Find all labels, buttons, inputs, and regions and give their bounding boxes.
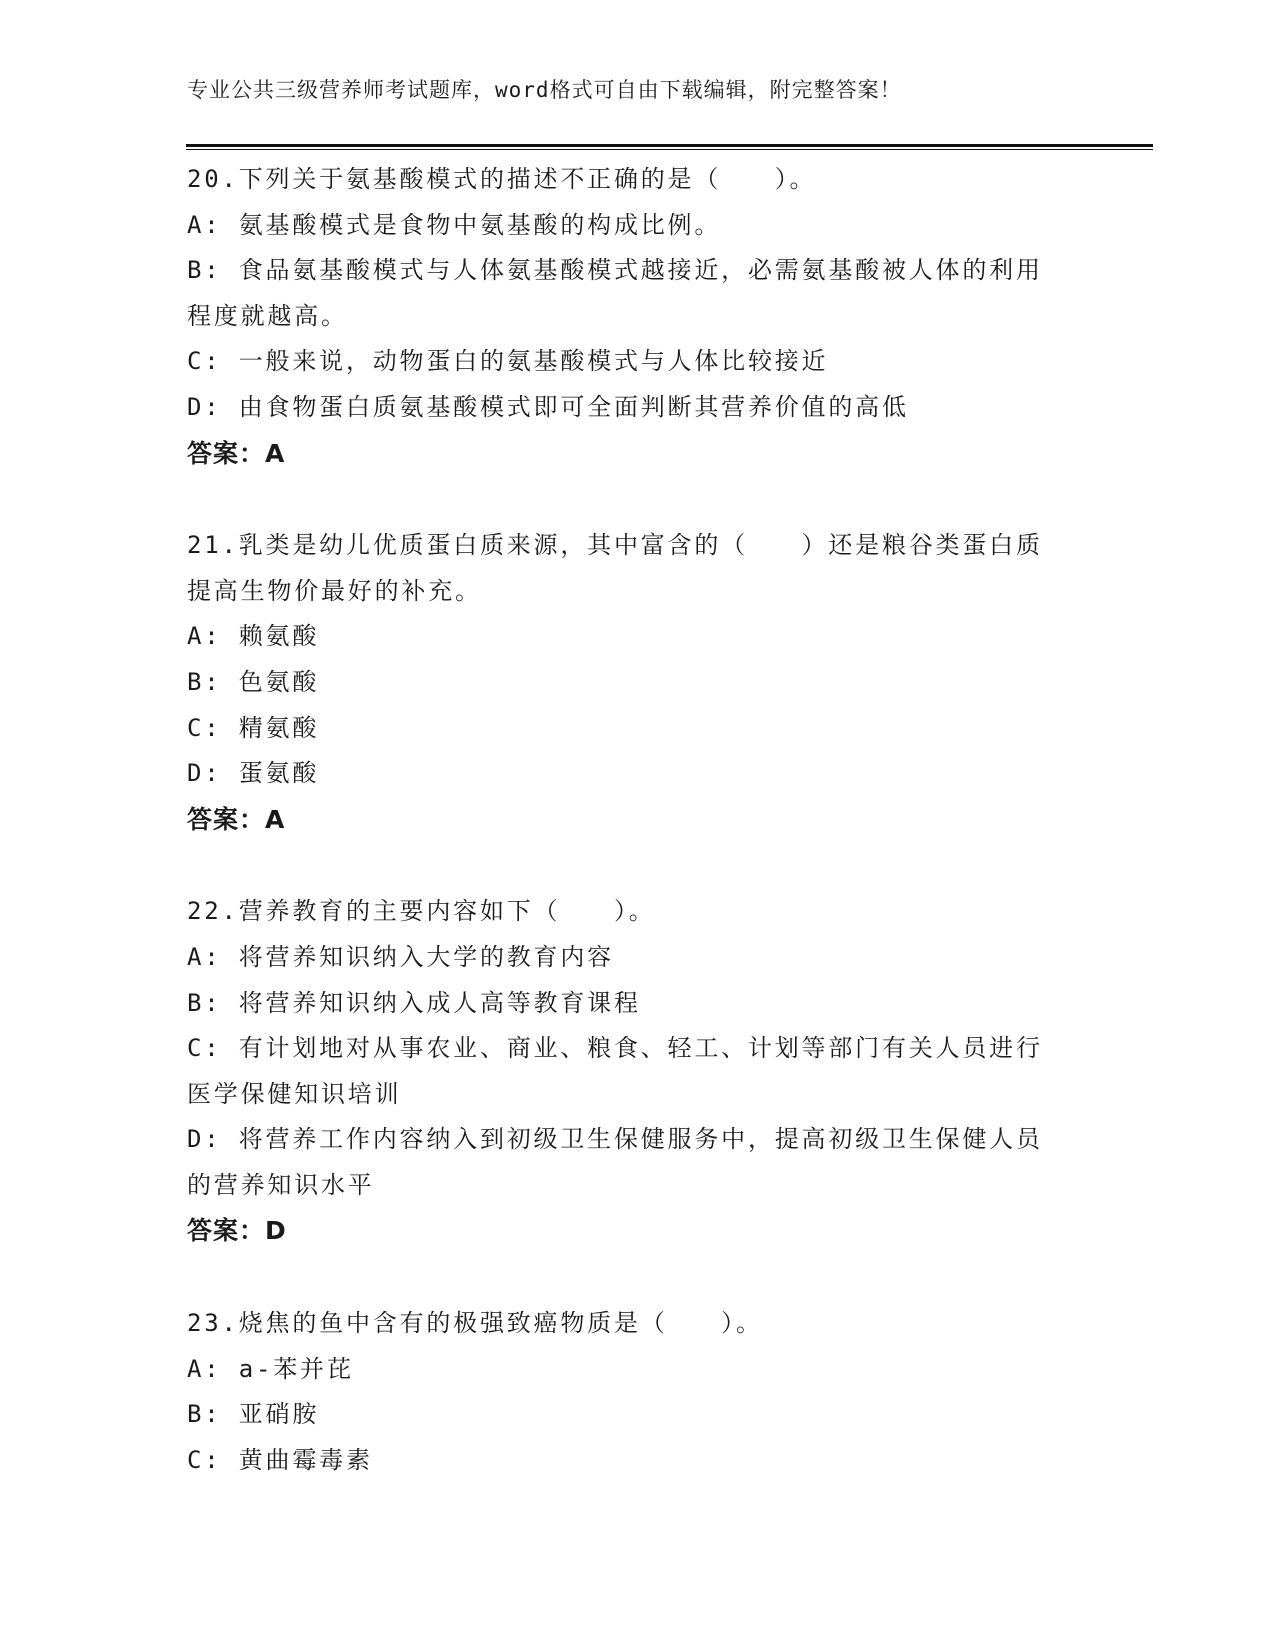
option-d: D: 蛋氨酸 — [187, 759, 320, 788]
question-20 — [187, 157, 1067, 476]
answer: 答案：D — [187, 1216, 287, 1246]
question-stem: 21.乳类是幼儿优质蛋白质来源，其中富含的（ ）还是粮谷类蛋白质提高生物价最好的补充。 — [187, 531, 1043, 605]
option-c: C: 黄曲霉毒素 — [187, 1445, 373, 1474]
header-rule-thick — [186, 144, 1153, 147]
option-c: C: 一般来说，动物蛋白的氨基酸模式与人体比较接近 — [187, 347, 829, 376]
option-b: B: 色氨酸 — [187, 667, 320, 696]
question-22 — [187, 889, 1067, 1254]
header-rule-thin — [186, 149, 1153, 150]
option-a: A: 将营养知识纳入大学的教育内容 — [187, 942, 614, 971]
question-23 — [187, 1301, 1067, 1483]
page-header: 专业公共三级营养师考试题库，word格式可自由下载编辑，附完整答案！ — [187, 78, 902, 102]
option-b: B: 将营养知识纳入成人高等教育课程 — [187, 988, 641, 1017]
option-d: D: 将营养工作内容纳入到初级卫生保健服务中，提高初级卫生保健人员的营养知识水平 — [187, 1125, 1043, 1199]
option-a: A: 氨基酸模式是食物中氨基酸的构成比例。 — [187, 210, 722, 239]
option-c: C: 有计划地对从事农业、商业、粮食、轻工、计划等部门有关人员进行医学保健知识培训 — [187, 1034, 1043, 1108]
question-stem: 22.营养教育的主要内容如下（ ）。 — [187, 897, 656, 926]
question-list — [187, 157, 1067, 1530]
answer: 答案：A — [187, 438, 286, 468]
answer: 答案：A — [187, 804, 286, 834]
option-a: A: a-苯并芘 — [187, 1354, 354, 1383]
question-stem: 20.下列关于氨基酸模式的描述不正确的是（ ）。 — [187, 165, 817, 193]
option-d: D: 由食物蛋白质氨基酸模式即可全面判断其营养价值的高低 — [187, 392, 909, 421]
option-b: B: 食品氨基酸模式与人体氨基酸模式越接近，必需氨基酸被人体的利用程度就越高。 — [187, 256, 1043, 330]
option-b: B: 亚硝胺 — [187, 1400, 320, 1429]
question-21 — [187, 523, 1067, 842]
option-c: C: 精氨酸 — [187, 713, 320, 742]
option-a: A: 赖氨酸 — [187, 622, 320, 651]
question-stem: 23.烧焦的鱼中含有的极强致癌物质是（ ）。 — [187, 1309, 763, 1338]
